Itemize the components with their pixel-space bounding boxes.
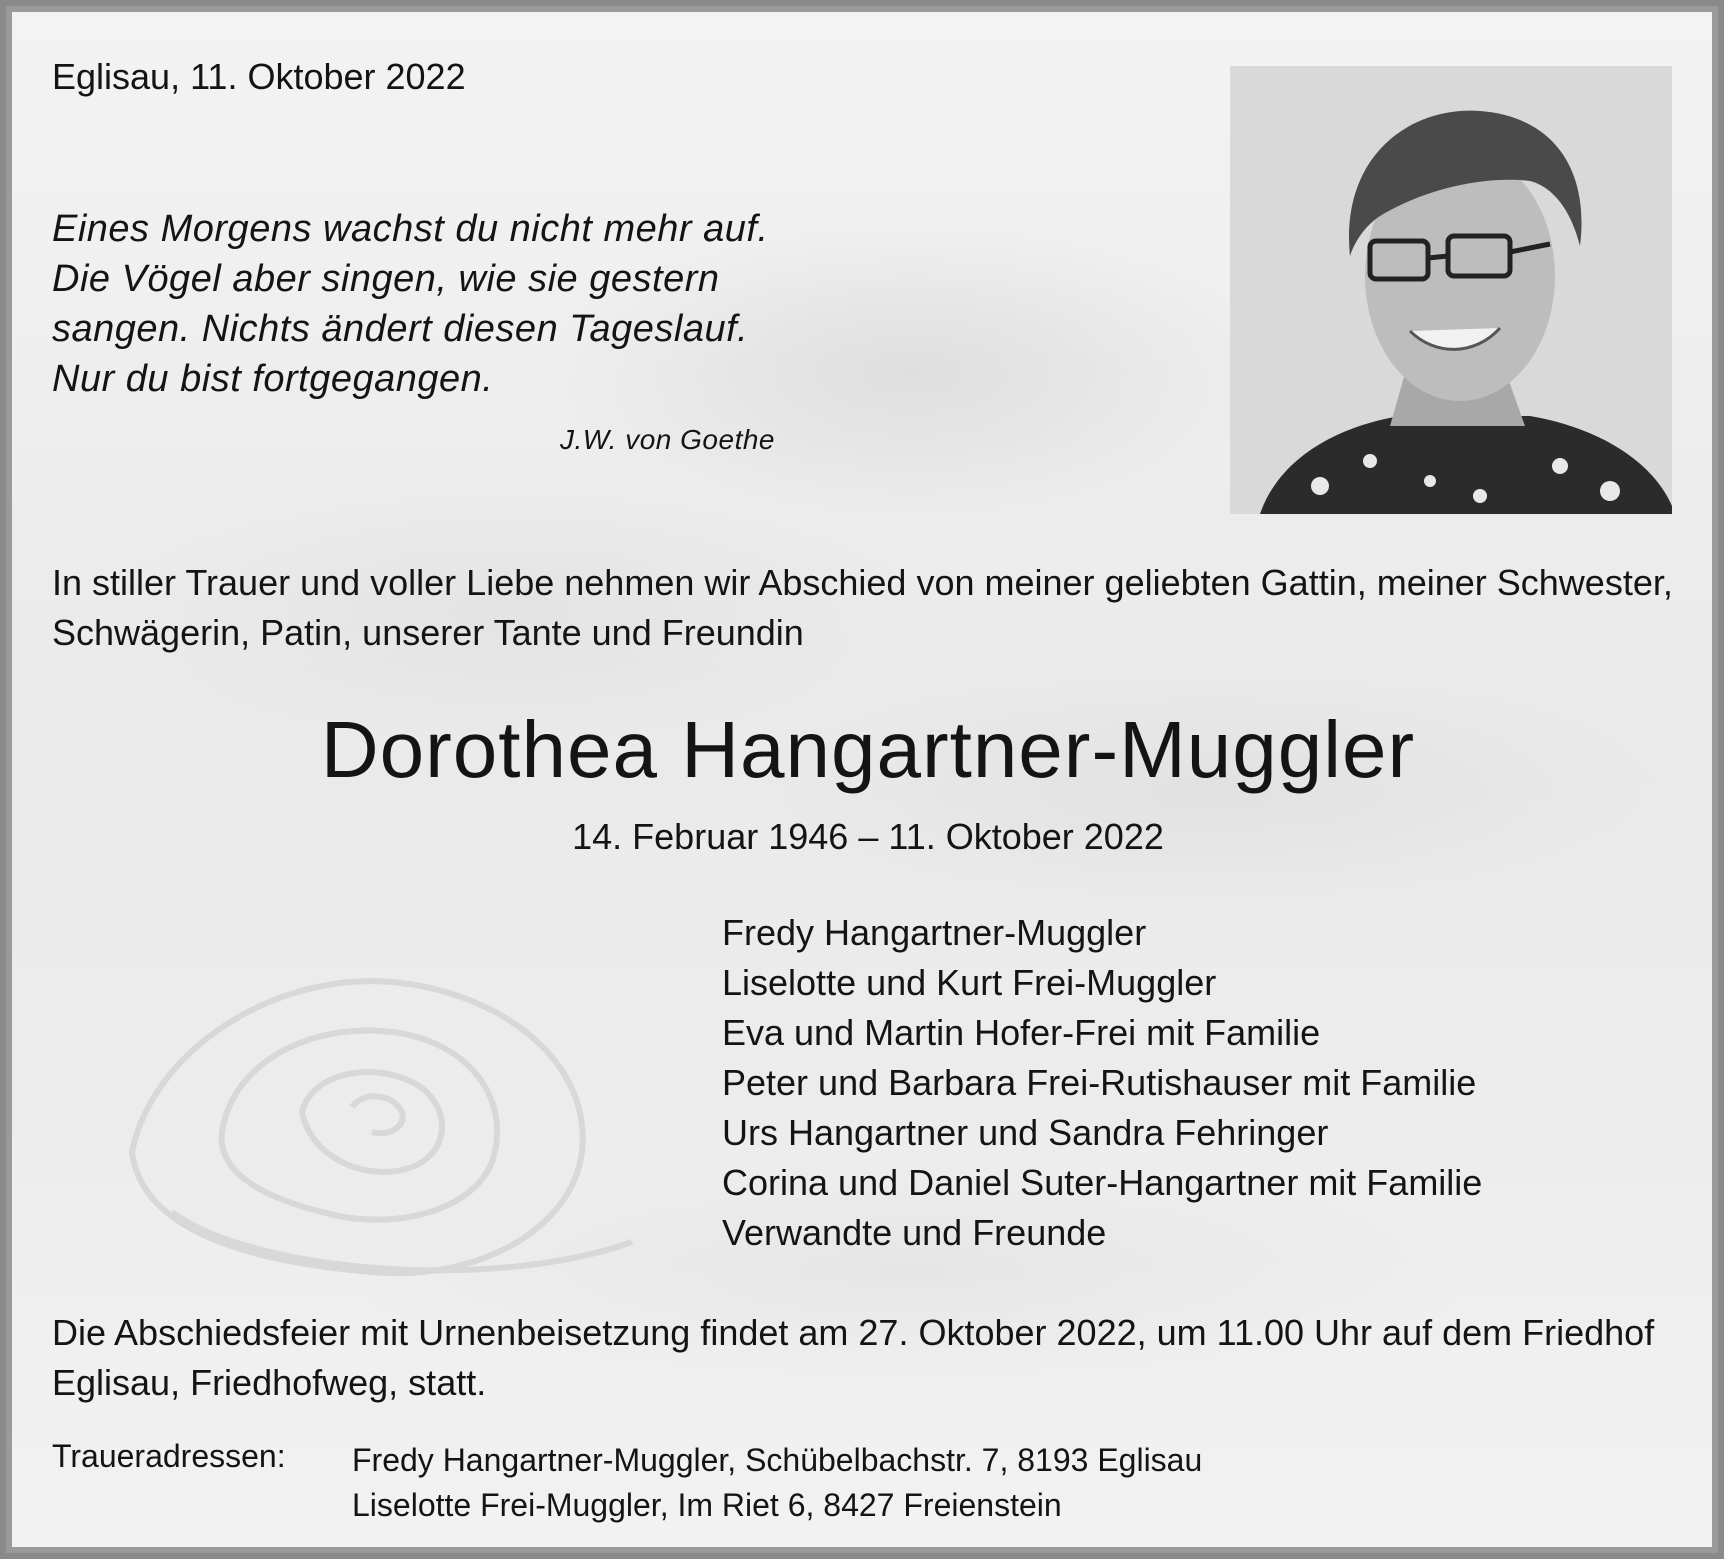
address-line: Fredy Hangartner-Muggler, Schübelbachstr. 7, 8193 Eglisau [352,1442,1203,1478]
list-item: Eva und Martin Hofer-Frei mit Familie [722,1012,1321,1053]
addresses-label: Traueradressen: [52,1438,286,1474]
quote-line: Nur du bist fortgegangen. [52,358,494,400]
mourners-list [722,908,1482,1258]
obituary-card [6,6,1718,1553]
place-date: Eglisau, 11. Oktober 2022 [52,56,466,97]
list-item: Liselotte und Kurt Frei-Muggler [722,962,1217,1003]
deceased-name: Dorothea Hangartner-Muggler [320,705,1416,794]
quote-line: Die Vögel aber singen, wie sie gestern [52,258,720,300]
poem-quote [52,204,769,404]
list-item: Peter und Barbara Frei-Rutishauser mit Familie [722,1062,1477,1103]
rose-background-image [72,912,672,1292]
ceremony-info: Die Abschiedsfeier mit Urnenbeisetzung findet am 27. Oktober 2022, um 11.00 Uhr auf dem Friedhof Eglisau, Friedhofweg, statt. [52,1312,1655,1403]
portrait-photo [1230,66,1672,514]
quote-author: J.W. von Goethe [560,424,775,455]
addresses-list [352,1438,1202,1528]
life-dates: 14. Februar 1946 – 11. Oktober 2022 [572,816,1164,857]
list-item: Corina und Daniel Suter-Hangartner mit Familie [722,1162,1483,1203]
quote-line: sangen. Nichts ändert diesen Tageslauf. [52,308,749,350]
quote-line: Eines Morgens wachst du nicht mehr auf. [52,208,769,250]
address-line: Liselotte Frei-Muggler, Im Riet 6, 8427 Freienstein [352,1487,1062,1523]
intro-text: In stiller Trauer und voller Liebe nehmen wir Abschied von meiner geliebten Gattin, meiner Schwester, Schwägerin, Patin, unserer Tante und Freundin [52,562,1673,653]
list-item: Fredy Hangartner-Muggler [722,912,1147,953]
list-item: Urs Hangartner und Sandra Fehringer [722,1112,1329,1153]
list-item: Verwandte und Freunde [722,1212,1107,1253]
